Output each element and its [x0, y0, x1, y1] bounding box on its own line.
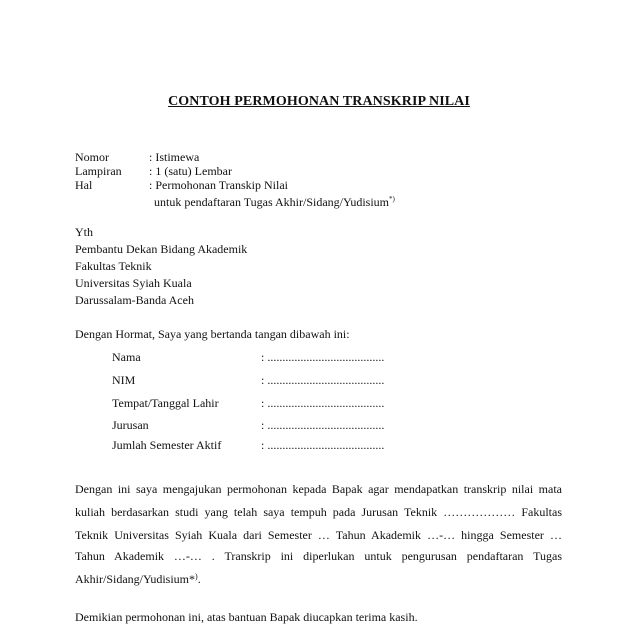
- field-label: Jumlah Semester Aktif: [112, 438, 222, 452]
- field-row-ttl: [112, 396, 432, 410]
- document-title: CONTOH PERMOHONAN TRANSKRIP NILAI: [168, 94, 470, 109]
- field-label: NIM: [112, 373, 136, 387]
- body-line-5-text: Akhir/Sidang/Yudisium*: [75, 572, 196, 586]
- field-row-semester: [112, 438, 432, 452]
- lampiran-value: : 1 (satu) Lembar: [149, 164, 232, 178]
- field-value: : .......................................: [261, 396, 385, 410]
- body-line-4: Tahun Akademik …-… . Transkrip ini diperlukan untuk pengurusan pendaftaran Tugas: [75, 549, 562, 563]
- hal-footnote-mark: *): [389, 195, 395, 203]
- body-line-3: Teknik Universitas Syiah Kuala dari Semester … Tahun Akademik …-… hingga Semester …: [75, 528, 562, 542]
- body-line-1: Dengan ini saya mengajukan permohonan kepada Bapak agar mendapatkan transkrip nilai mata: [75, 482, 562, 496]
- hal-value: : Permohonan Transkip Nilai: [149, 178, 289, 192]
- field-label: Nama: [112, 350, 141, 364]
- lampiran-label: Lampiran: [75, 164, 122, 178]
- hal-label: Hal: [75, 178, 93, 192]
- body-line-5: [75, 570, 201, 586]
- recipient-line-2: Fakultas Teknik: [75, 259, 152, 273]
- recipient-line-4: Darussalam-Banda Aceh: [75, 293, 194, 307]
- nomor-value: : Istimewa: [149, 150, 200, 164]
- field-value: : .......................................: [261, 438, 385, 452]
- body-line-2: kuliah berdasarkan studi yang telah saya tempuh pada Jurusan Teknik ……………… Fakultas: [75, 505, 562, 519]
- hal-continuation: [154, 192, 395, 209]
- closing-line: Demikian permohonan ini, atas bantuan Bapak diucapkan terima kasih.: [75, 610, 418, 624]
- body-line-5-end: .: [197, 572, 201, 586]
- field-value: : .......................................: [261, 350, 385, 364]
- nomor-label: Nomor: [75, 150, 109, 164]
- recipient-line-3: Universitas Syiah Kuala: [75, 276, 192, 290]
- field-value: : .......................................: [261, 373, 385, 387]
- recipient-yth: Yth: [75, 225, 93, 239]
- body-footnote-mark: ): [195, 572, 198, 581]
- field-row-jurusan: [112, 418, 432, 432]
- field-label: Jurusan: [112, 418, 149, 432]
- hal-cont-text: untuk pendaftaran Tugas Akhir/Sidang/Yudisium: [154, 195, 389, 209]
- field-value: : .......................................: [261, 418, 385, 432]
- field-row-nim: [112, 373, 432, 387]
- recipient-line-1: Pembantu Dekan Bidang Akademik: [75, 242, 248, 256]
- greeting: Dengan Hormat, Saya yang bertanda tangan dibawah ini:: [75, 327, 350, 341]
- field-label: Tempat/Tanggal Lahir: [112, 396, 219, 410]
- field-row-nama: [112, 350, 432, 364]
